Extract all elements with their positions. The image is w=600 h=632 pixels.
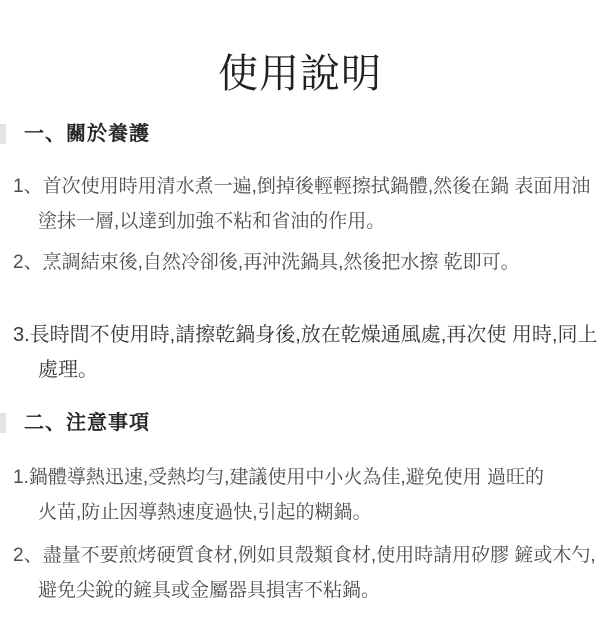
text-line: 避免尖銳的鏟具或金屬器具損害不粘鍋。 bbox=[38, 580, 381, 601]
text-line: 1、首次使用時用清水煮一遍,倒掉後輕輕擦拭鍋體,然後在鍋 表面用油 bbox=[13, 176, 591, 197]
list-item bbox=[0, 318, 600, 388]
section-marker-square bbox=[0, 413, 6, 433]
list-item bbox=[0, 245, 600, 280]
list-item bbox=[0, 538, 600, 608]
page-title: 使用說明 bbox=[218, 52, 382, 96]
text-line: 3.長時間不使用時,請擦乾鍋身後,放在乾燥通風處,再次使 用時,同上 bbox=[13, 324, 598, 346]
text-line: 塗抹一層,以達到加強不粘和省油的作用。 bbox=[38, 211, 386, 232]
section-heading-warnings bbox=[0, 412, 600, 434]
section-heading-text: 一、關於養護 bbox=[24, 123, 150, 145]
section-heading-care bbox=[0, 123, 600, 145]
section-marker-square bbox=[0, 124, 6, 144]
text-line: 火苗,防止因導熱速度過快,引起的糊鍋。 bbox=[38, 502, 372, 523]
text-line: 1.鍋體導熱迅速,受熱均勻,建議使用中小火為佳,避免使用 過旺的 bbox=[13, 467, 544, 488]
list-item bbox=[0, 169, 600, 239]
text-line: 2、烹調結束後,自然冷卻後,再沖洗鍋具,然後把水擦 乾即可。 bbox=[13, 252, 520, 273]
text-line: 2、盡量不要煎烤硬質食材,例如貝殼類食材,使用時請用矽膠 鏟或木勺, bbox=[13, 545, 596, 566]
text-line: 處理。 bbox=[38, 359, 98, 381]
list-item bbox=[0, 460, 600, 530]
section-heading-text: 二、注意事項 bbox=[24, 412, 150, 434]
